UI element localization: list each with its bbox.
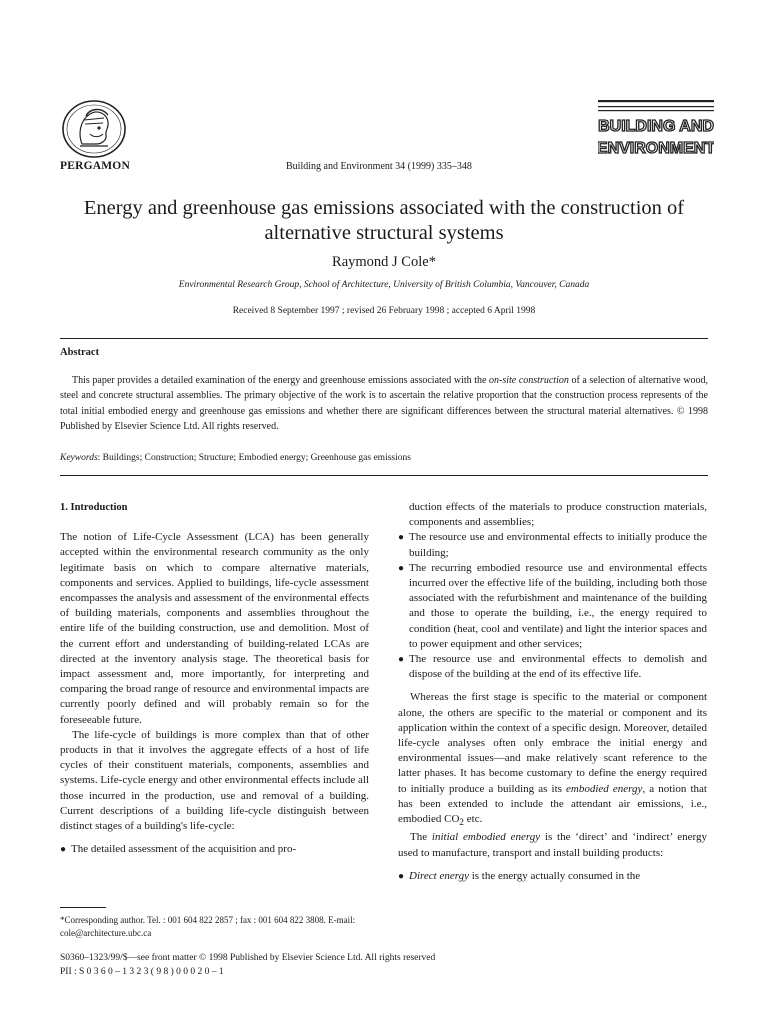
footnote: *Corresponding author. Tel. : 001 604 822 2857 ; fax : 001 604 822 3808. E-mail: cole@architecture.ubc.ca — [60, 915, 356, 938]
svg-text:BUILDING AND: BUILDING AND — [598, 118, 714, 135]
top-divider — [60, 338, 708, 339]
bullet-item: ● The resource use and environmental effects to demolish and dispose of the building at the end of its effective life. — [398, 653, 707, 681]
paragraph: The notion of Life-Cycle Assessment (LCA) has been generally accepted within the environmental research community as the only legitimate basis on which to compare alternative materials, components and services. Applied to buildings, life-cycle assessment encompasses the analysis and assessment of the environmental effects of building materials, components and assemblies throughout the entire life of the building construction, use and demolition. Most of the current effort and understanding of building-related LCAs are directed at the inventory analysis stage. The theoretical basis for impact assessment and, more importantly, for interpreting and comparing the broad range of resource and environmental impacts are currently poorly defined and will probably remain so for the foreseeable future. — [60, 531, 369, 726]
bullet-icon: ● — [398, 562, 405, 574]
publisher-logo — [60, 98, 128, 160]
abstract-heading: Abstract — [60, 347, 100, 358]
right-column — [398, 500, 707, 884]
pii-line: PII : S 0 3 6 0 – 1 3 2 3 ( 9 8 ) 0 0 0 2 0 – 1 — [60, 966, 224, 977]
received-dates: Received 8 September 1997 ; revised 26 February 1998 ; accepted 6 April 1998 — [232, 306, 536, 316]
page-footer — [60, 952, 435, 979]
journal-citation: Building and Environment 34 (1999) 335–348 — [286, 161, 472, 172]
bullet-icon: ● — [398, 654, 405, 666]
publisher-name: PERGAMON — [60, 160, 130, 172]
paragraph: The life-cycle of buildings is more complex than that of other products in that it involves the aggregate effects of a host of life cycles of their constituent materials, components, assemblies and systems. Life-cycle energy and other environmental effects include all those incurred in the production, use and removal of a building. Current descriptions of a building life-cycle distinguish between distinct stages of a building's life-cycle: — [60, 728, 370, 833]
author-affiliation: Environmental Research Group, School of Architecture, University of British Columbia, Vancouver, Canada — [178, 280, 590, 290]
copyright-line: S0360–1323/99/$—see front matter © 1998 Published by Elsevier Science Ltd. All rights reserved — [60, 953, 436, 963]
bullet-item: ● The detailed assessment of the acquisition and pro- — [60, 842, 369, 857]
paragraph: Whereas the first stage is specific to the material or component alone, the others are specific to the material or component and its application within the context of a specific design. Moreover, detailed life-cycle analyses often only embrace the initial energy and environmental issues—and make relatively scant reference to the latter phases. It has become customary to define the energy required to initially produce a building as its embodied energy, a notion that has been extended to include the attendant air emissions, i.e., embodied $CO_2$ etc. — [398, 691, 707, 828]
bullet-continuation: duction effects of the materials to produce construction materials, components and assemblies; — [409, 501, 707, 529]
bullet-item: ● The resource use and environmental effects to initially produce the building; — [398, 531, 707, 559]
paragraph: The initial embodied energy is the ‘direct’ and ‘indirect’ energy used to manufacture, transport and install building products: — [398, 831, 707, 859]
footnote-divider — [60, 907, 106, 908]
journal-logo — [598, 98, 714, 162]
article-author: Raymond J Cole* — [332, 254, 436, 270]
bullet-item: ● The recurring embodied resource use and environmental effects incurred over the effective life of the building, including both those associated with the refurbishment and maintenance of the building and those to operate the building, i.e., the energy required to condition (heat, cool and ventilate) and light the interior spaces and to power equipment and other services; — [398, 561, 707, 650]
svg-text:ENVIRONMENT: ENVIRONMENT — [598, 140, 714, 157]
section-heading-introduction: 1. Introduction — [60, 502, 128, 513]
bullet-icon: ● — [60, 844, 67, 856]
keywords: Keywords: Buildings; Construction; Structure; Embodied energy; Greenhouse gas emissions — [60, 453, 411, 463]
bullet-icon: ● — [398, 870, 405, 882]
bullet-icon: ● — [398, 532, 405, 544]
article-title: Energy and greenhouse gas emissions associated with the construction of alternative structural systems — [83, 197, 685, 244]
left-column — [60, 500, 369, 857]
abstract-divider — [60, 475, 708, 476]
abstract-body: This paper provides a detailed examination of the energy and greenhouse emissions associated with the on-site construction of a selection of alternative wood, steel and concrete structural assemblies. The primary objective of the work is to ascertain the relative proportion that the construction process represents of the total initial embodied energy and greenhouse gas emissions and whether there are significant differences between the structural material alternatives. © 1998 Published by Elsevier Science Ltd. All rights reserved. — [60, 375, 708, 433]
bullet-item: ● Direct energy is the energy actually consumed in the — [398, 869, 707, 884]
